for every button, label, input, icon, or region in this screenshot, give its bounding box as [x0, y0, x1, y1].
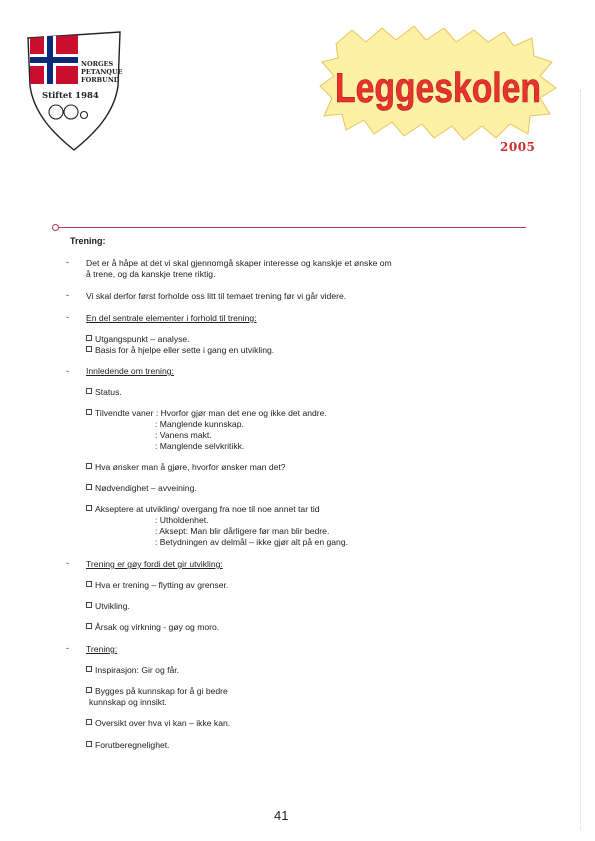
- page-number: 41: [274, 808, 289, 823]
- bullet-dash: -: [66, 558, 69, 568]
- bullet-dash: -: [66, 290, 69, 300]
- logo-line-3: FORBUND: [81, 76, 120, 84]
- norges-petanque-forbund-logo: [24, 28, 124, 152]
- item-3-title: Innledende om trening:: [86, 366, 174, 376]
- item-5-sub-1-cont: kunnskap og innsikt.: [89, 697, 167, 707]
- checkbox-square-icon: [86, 409, 92, 415]
- item-3-sub-1: Tilvendte vaner : Hvorfor gjør man det ene og ikke det andre.: [86, 408, 327, 419]
- checkbox-square-icon: [86, 719, 92, 725]
- item-4-sub-2: Årsak og virkning - gøy og moro.: [86, 622, 219, 633]
- logo-line-1: NORGES: [81, 60, 114, 68]
- checkbox-square-icon: [86, 623, 92, 629]
- bullet-dash: -: [66, 312, 69, 322]
- item-3-sub-3: Nødvendighet – avveining.: [86, 483, 197, 494]
- item-0-line-0: Det er å håpe at det vi skal gjennomgå skaper interesse og kanskje et ønske om: [86, 258, 392, 268]
- header-divider: [52, 224, 526, 232]
- logo-line-2: PETANQUE: [81, 68, 123, 76]
- norway-flag-icon: [30, 35, 78, 84]
- item-5-sub-3: Forutberegnelighet.: [86, 740, 170, 751]
- bullet-dash: -: [66, 643, 69, 653]
- item-0-line-1: å trene, og da kanskje trene riktig.: [86, 269, 216, 279]
- section-heading: Trening:: [70, 236, 106, 246]
- item-2-sub-0: Utgangspunkt – analyse.: [86, 334, 190, 345]
- logo-founded: Stiftet 1984: [42, 91, 99, 101]
- checkbox-square-icon: [86, 581, 92, 587]
- checkbox-square-icon: [86, 505, 92, 511]
- bullet-dash: -: [66, 366, 69, 376]
- leggeskolen-banner: [318, 24, 558, 142]
- item-3-sub-1-cont-0: : Manglende kunnskap.: [155, 419, 244, 429]
- item-3-sub-1-cont-1: : Vanens makt.: [155, 430, 212, 440]
- checkbox-square-icon: [86, 602, 92, 608]
- item-4-title: Trening er gøy fordi det gir utvikling:: [86, 559, 223, 569]
- banner-year: 2005: [500, 140, 536, 154]
- checkbox-square-icon: [86, 484, 92, 490]
- item-1-text: Vi skal derfor først forholde oss litt til temaet trening før vi går videre.: [86, 291, 347, 301]
- item-5-sub-0: Inspirasjon: Gir og får.: [86, 665, 179, 676]
- item-3-sub-0: Status.: [86, 387, 122, 398]
- banner-title: Leggeskolen: [335, 64, 541, 111]
- item-3-sub-4-cont-2: : Betydningen av delmål – ikke gjør alt på en gang.: [155, 537, 348, 547]
- item-3-sub-4-cont-0: : Utholdenhet.: [155, 515, 209, 525]
- bullet-dash: -: [66, 257, 69, 267]
- item-3-sub-2: Hva ønsker man å gjøre, hvorfor ønsker man det?: [86, 462, 286, 473]
- item-5-title: Trening:: [86, 644, 118, 654]
- item-5-sub-1: Bygges på kunnskap for å gi bedre: [86, 686, 228, 697]
- item-3-sub-4: Akseptere at utvikling/ overgang fra noe til noe annet tar tid: [86, 504, 320, 515]
- checkbox-square-icon: [86, 388, 92, 394]
- item-3-sub-4-cont-1: : Aksept: Man blir dårligere før man blir bedre.: [155, 526, 330, 536]
- item-2-sub-1: Basis for å hjelpe eller sette i gang en utvikling.: [86, 345, 274, 356]
- checkbox-square-icon: [86, 463, 92, 469]
- item-3-sub-1-cont-2: : Manglende selvkritikk.: [155, 441, 245, 451]
- item-2-title: En del sentrale elementer i forhold til trening:: [86, 313, 257, 323]
- checkbox-square-icon: [86, 666, 92, 672]
- checkbox-square-icon: [86, 335, 92, 341]
- scan-edge-line: [580, 90, 581, 830]
- checkbox-square-icon: [86, 741, 92, 747]
- divider-line: [58, 227, 526, 228]
- checkbox-square-icon: [86, 687, 92, 693]
- item-4-sub-0: Hva er trening – flytting av grenser.: [86, 580, 228, 591]
- checkbox-square-icon: [86, 346, 92, 352]
- item-4-sub-1: Utvikling.: [86, 601, 130, 612]
- item-5-sub-2: Oversikt over hva vi kan – ikke kan.: [86, 718, 230, 729]
